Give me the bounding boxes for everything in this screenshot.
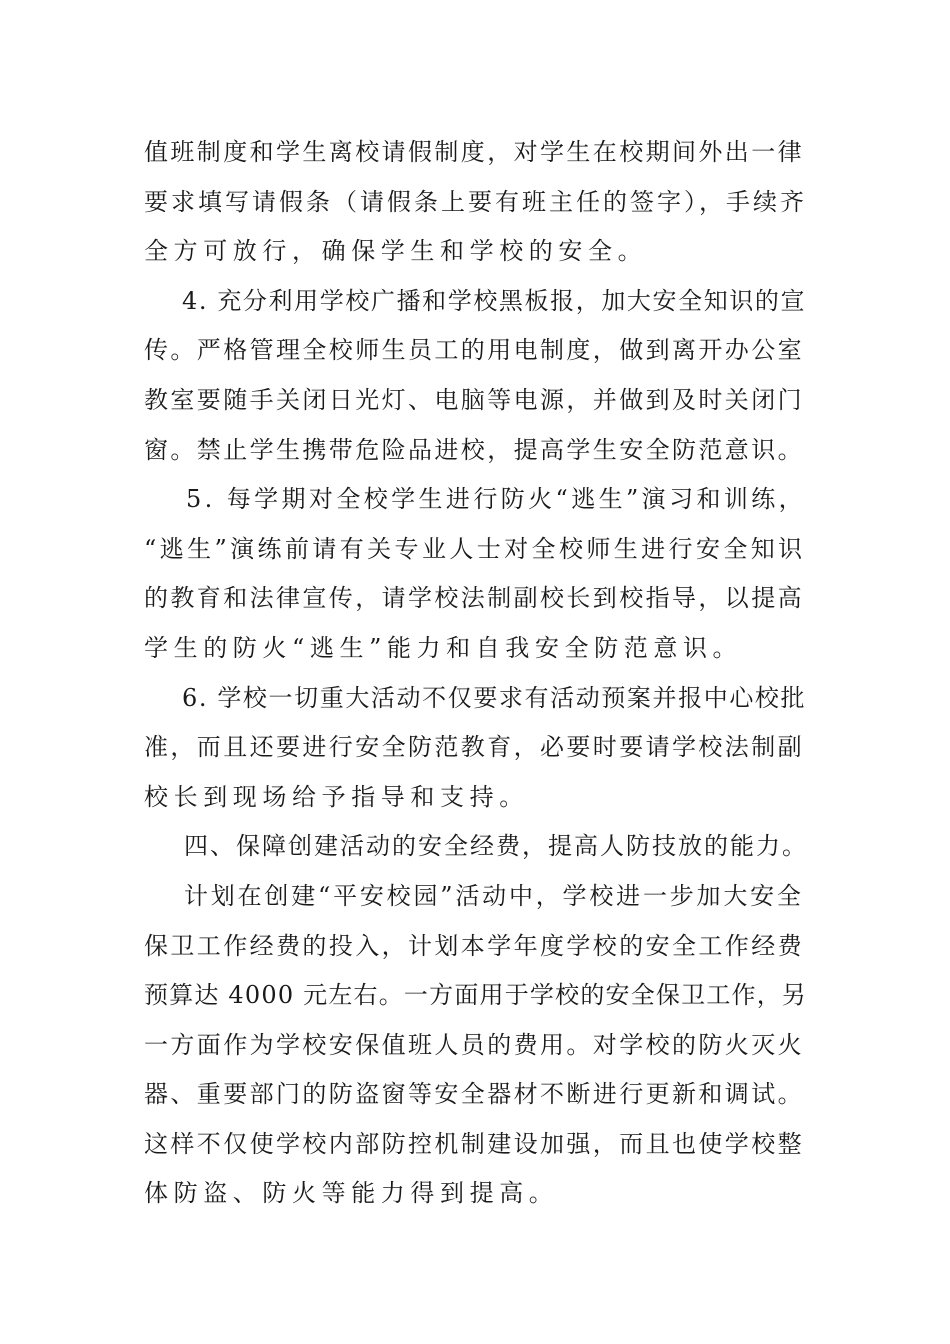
- text-line: 保卫工作经费的投入，计划本学年度学校的安全工作经费: [144, 931, 804, 960]
- text-line: 预算达 4000 元左右。一方面用于学校的安全保卫工作，另: [144, 981, 808, 1010]
- text-line: 6. 学校一切重大活动不仅要求有活动预案并报中心校批: [182, 683, 807, 712]
- text-line: 值班制度和学生离校请假制度，对学生在校期间外出一律: [144, 138, 804, 166]
- text-line: 学生的防火“逃生”能力和自我安全防范意识。: [144, 633, 743, 662]
- text-line: 要求填写请假条（请假条上要有班主任的签字），手续齐: [144, 187, 807, 216]
- text-line: 4. 充分利用学校广播和学校黑板报，加大安全知识的宣: [182, 286, 807, 315]
- text-line: 体防盗、防火等能力得到提高。: [144, 1179, 559, 1208]
- text-line: 器、重要部门的防盗窗等安全器材不断进行更新和调试。: [144, 1080, 804, 1109]
- text-line: 5. 每学期对全校学生进行防火“逃生”演习和训练，: [186, 485, 807, 514]
- text-line: “逃生”演练前请有关专业人士对全校师生进行安全知识: [144, 534, 806, 563]
- text-line: 校长到现场给予指导和支持。: [144, 782, 529, 811]
- text-line: 这样不仅使学校内部防控机制建设加强，而且也使学校整: [144, 1129, 804, 1158]
- text-line: 的教育和法律宣传，请学校法制副校长到校指导，以提高: [144, 584, 804, 613]
- text-line: 传。严格管理全校师生员工的用电制度，做到离开办公室: [144, 336, 804, 365]
- document-body: [144, 128, 808, 1219]
- section-heading: 四、保障创建活动的安全经费，提高人防技放的能力。: [184, 832, 808, 861]
- text-line: 一方面作为学校安保值班人员的费用。对学校的防火灭火: [144, 1030, 804, 1059]
- text-line: 计划在创建“平安校园”活动中，学校进一步加大安全: [184, 881, 804, 910]
- text-line: 准，而且还要进行安全防范教育，必要时要请学校法制副: [144, 733, 804, 762]
- text-line: 教室要随手关闭日光灯、电脑等电源，并做到及时关闭门: [144, 385, 804, 414]
- text-line: 全方可放行，确保学生和学校的安全。: [144, 237, 648, 266]
- text-line: 窗。禁止学生携带危险品进校，提高学生安全防范意识。: [144, 435, 804, 464]
